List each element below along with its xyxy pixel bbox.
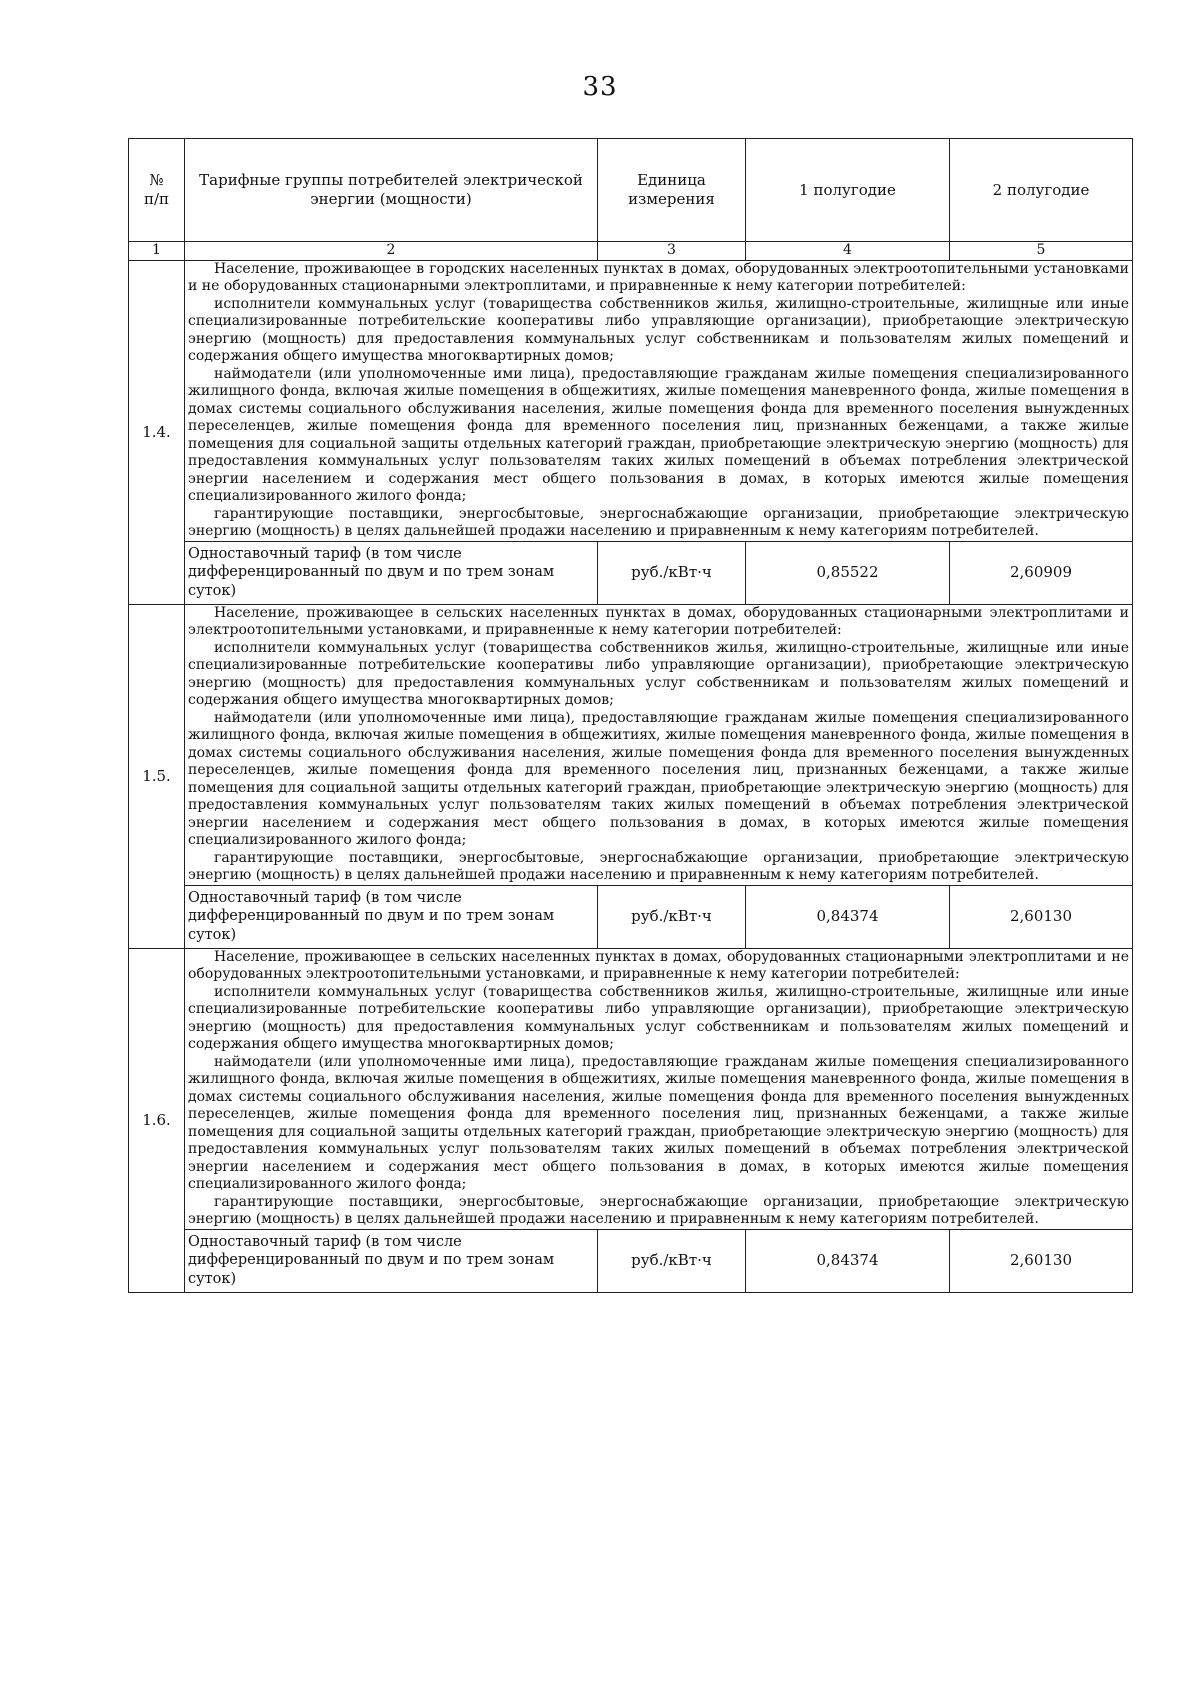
tariff-half-2-value: 2,60130 <box>950 885 1133 948</box>
section-item: исполнители коммунальных услуг (товарищества собственников жилья, жилищно-строительные, жилищные или иные специализированные потребительские кооперативы либо управляющие организации), приобретающие электрическую энергию (мощность) для предоставления коммунальных услуг собственникам и пользователям жилых помещений и содержания общего имущества многоквартирных домов; <box>188 295 1129 364</box>
tariff-half-1-value: 0,84374 <box>746 885 950 948</box>
section-description <box>185 948 1133 1229</box>
column-index: 1 <box>129 242 185 261</box>
section-number: 1.4. <box>129 260 185 604</box>
header-row <box>129 139 1133 242</box>
section-item: наймодатели (или уполномоченные ими лица), предоставляющие гражданам жилые помещения специализированного жилищного фонда, включая жилые помещения в общежитиях, жилые помещения маневренного фонда, жилые помещения в домах системы социального обслуживания населения, жилые помещения фонда для временного поселения вынужденных переселенцев, жилые помещения фонда для временного поселения лиц, признанных беженцами, а также жилые помещения для социальной защиты отдельных категорий граждан, приобретающие электрическую энергию (мощность) для предоставления коммунальных услуг пользователям таких жилых помещений в объемах потребления электрической энергии населением и содержания мест общего пользования в домах, в которых имеются жилые помещения специализированного жилого фонда; <box>188 1053 1129 1192</box>
section-description-row <box>129 604 1133 885</box>
header-half-2: 2 полугодие <box>950 139 1133 242</box>
column-index: 5 <box>950 242 1133 261</box>
tariff-label: Одноставочный тариф (в том числе дифференцированный по двум и по трем зонам суток) <box>185 541 598 604</box>
section-lead-text: Население, проживающее в сельских населенных пунктах в домах, оборудованных стационарными электроплитами и не оборудованных электроотопительными установками, и приравненные к нему категории потребителей: <box>188 948 1129 982</box>
header-half-1: 1 полугодие <box>746 139 950 242</box>
tariff-label: Одноставочный тариф (в том числе дифференцированный по двум и по трем зонам суток) <box>185 885 598 948</box>
section-description-row <box>129 948 1133 1229</box>
header-unit: Единица измерения <box>598 139 746 242</box>
tariff-unit: руб./кВт·ч <box>598 1229 746 1292</box>
section-item: гарантирующие поставщики, энергосбытовые, энергоснабжающие организации, приобретающие электрическую энергию (мощность) в целях дальнейшей продажи населению и приравненным к нему категориям потребителей. <box>188 505 1129 539</box>
tariff-row <box>129 541 1133 604</box>
tariff-unit: руб./кВт·ч <box>598 885 746 948</box>
section-item: наймодатели (или уполномоченные ими лица), предоставляющие гражданам жилые помещения специализированного жилищного фонда, включая жилые помещения в общежитиях, жилые помещения маневренного фонда, жилые помещения в домах системы социального обслуживания населения, жилые помещения фонда для временного поселения вынужденных переселенцев, жилые помещения фонда для временного поселения лиц, признанных беженцами, а также жилые помещения для социальной защиты отдельных категорий граждан, приобретающие электрическую энергию (мощность) для предоставления коммунальных услуг пользователям таких жилых помещений в объемах потребления электрической энергии населением и содержания мест общего пользования в домах, в которых имеются жилые помещения специализированного жилого фонда; <box>188 709 1129 848</box>
section-item: гарантирующие поставщики, энергосбытовые, энергоснабжающие организации, приобретающие электрическую энергию (мощность) в целях дальнейшей продажи населению и приравненным к нему категориям потребителей. <box>188 1193 1129 1227</box>
tariff-half-2-value: 2,60130 <box>950 1229 1133 1292</box>
section-number: 1.6. <box>129 948 185 1292</box>
section-description-row <box>129 260 1133 541</box>
page-number: 33 <box>582 72 618 102</box>
column-index-row <box>129 242 1133 261</box>
header-number: № п/п <box>129 139 185 242</box>
section-description <box>185 260 1133 541</box>
tariff-row <box>129 885 1133 948</box>
tariff-half-2-value: 2,60909 <box>950 541 1133 604</box>
tariff-label: Одноставочный тариф (в том числе дифференцированный по двум и по трем зонам суток) <box>185 1229 598 1292</box>
section-item: гарантирующие поставщики, энергосбытовые, энергоснабжающие организации, приобретающие электрическую энергию (мощность) в целях дальнейшей продажи населению и приравненным к нему категориям потребителей. <box>188 849 1129 883</box>
tariff-half-1-value: 0,85522 <box>746 541 950 604</box>
header-tariff-groups: Тарифные группы потребителей электрической энергии (мощности) <box>185 139 598 242</box>
tariff-table <box>128 138 1133 1293</box>
tariff-half-1-value: 0,84374 <box>746 1229 950 1292</box>
section-item: наймодатели (или уполномоченные ими лица), предоставляющие гражданам жилые помещения специализированного жилищного фонда, включая жилые помещения в общежитиях, жилые помещения маневренного фонда, жилые помещения в домах системы социального обслуживания населения, жилые помещения фонда для временного поселения вынужденных переселенцев, жилые помещения фонда для временного поселения лиц, признанных беженцами, а также жилые помещения для социальной защиты отдельных категорий граждан, приобретающие электрическую энергию (мощность) для предоставления коммунальных услуг пользователям таких жилых помещений в объемах потребления электрической энергии населением и содержания мест общего пользования в домах, в которых имеются жилые помещения специализированного жилого фонда; <box>188 365 1129 504</box>
column-index: 4 <box>746 242 950 261</box>
section-item: исполнители коммунальных услуг (товарищества собственников жилья, жилищно-строительные, жилищные или иные специализированные потребительские кооперативы либо управляющие организации), приобретающие электрическую энергию (мощность) для предоставления коммунальных услуг собственникам и пользователям жилых помещений и содержания общего имущества многоквартирных домов; <box>188 983 1129 1052</box>
tariff-row <box>129 1229 1133 1292</box>
section-lead-text: Население, проживающее в городских населенных пунктах в домах, оборудованных электроотопительными установками и не оборудованных стационарными электроплитами, и приравненные к нему категории потребителей: <box>188 260 1129 294</box>
tariff-unit: руб./кВт·ч <box>598 541 746 604</box>
column-index: 2 <box>185 242 598 261</box>
column-index: 3 <box>598 242 746 261</box>
section-number: 1.5. <box>129 604 185 948</box>
section-item: исполнители коммунальных услуг (товарищества собственников жилья, жилищно-строительные, жилищные или иные специализированные потребительские кооперативы либо управляющие организации), приобретающие электрическую энергию (мощность) для предоставления коммунальных услуг собственникам и пользователям жилых помещений и содержания общего имущества многоквартирных домов; <box>188 639 1129 708</box>
section-lead-text: Население, проживающее в сельских населенных пунктах в домах, оборудованных стационарными электроплитами и электроотопительными установками, и приравненные к нему категории потребителей: <box>188 604 1129 638</box>
section-description <box>185 604 1133 885</box>
